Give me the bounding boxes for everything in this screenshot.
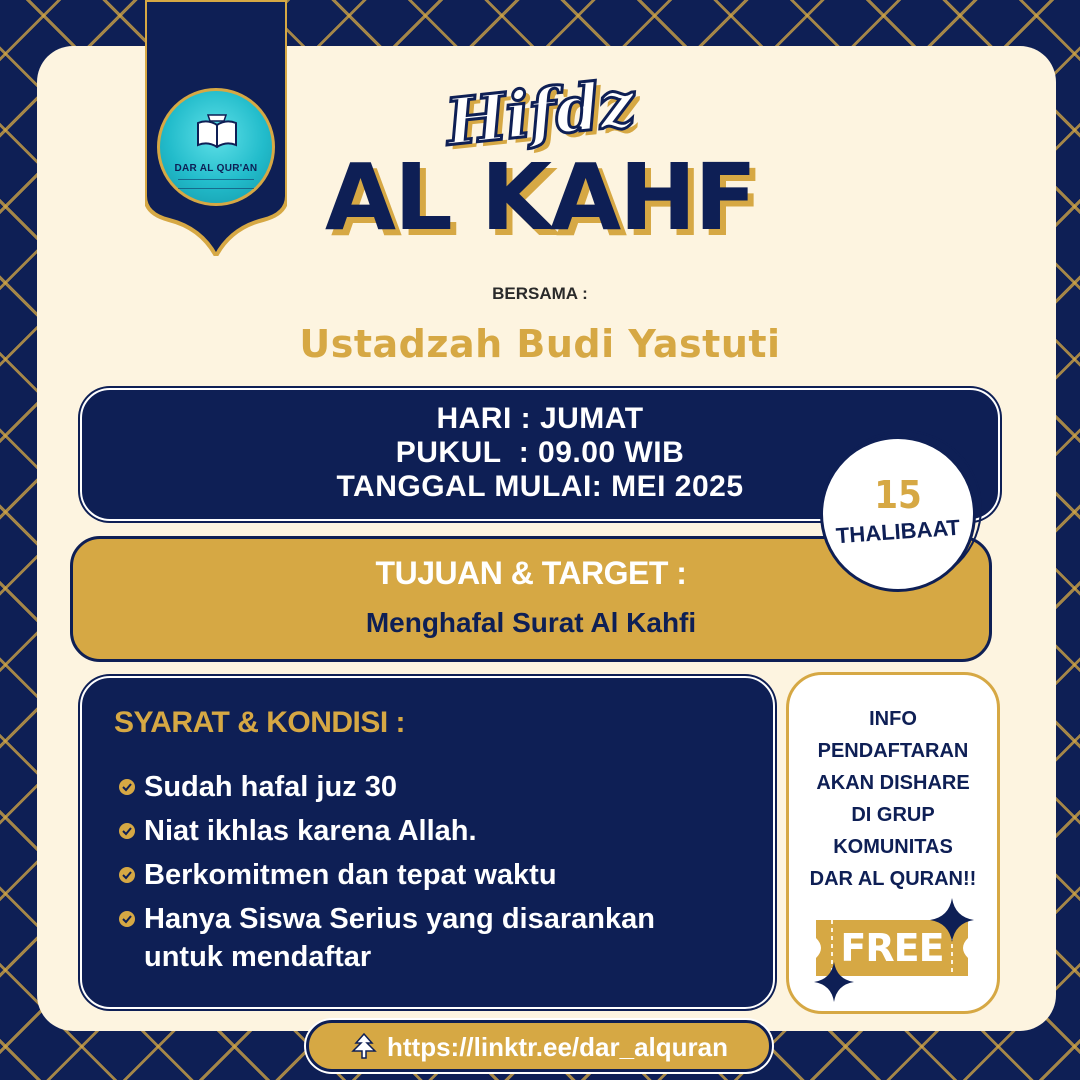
- logo-subtitle-lines: [178, 179, 254, 189]
- check-circle-icon: [118, 778, 136, 796]
- check-circle-icon: [118, 910, 136, 928]
- check-circle-icon: [118, 866, 136, 884]
- info-line: AKAN DISHARE: [816, 772, 970, 794]
- link-bar[interactable]: [306, 1020, 772, 1072]
- linktree-icon: [351, 1033, 377, 1059]
- schedule-day: HARI : JUMAT: [436, 402, 644, 435]
- info-line: PENDAFTARAN: [817, 740, 969, 762]
- terms-item: [116, 856, 736, 894]
- terms-item-text: Sudah hafal juz 30: [144, 771, 397, 803]
- terms-item-text: Niat ikhlas karena Allah.: [144, 815, 477, 847]
- dar-al-quran-logo: [157, 88, 275, 206]
- terms-item: [116, 812, 736, 850]
- info-line: DAR AL QURAN!!: [809, 868, 977, 890]
- info-line: INFO: [869, 708, 917, 730]
- terms-heading: SYARAT & KONDISI :: [114, 706, 406, 739]
- script-title: Hifdz: [442, 66, 638, 161]
- sparkle-icon: [930, 898, 974, 942]
- schedule-time: PUKUL : 09.00 WIB: [395, 436, 685, 469]
- logo-banner: [145, 0, 287, 256]
- terms-item-text: Hanya Siswa Serius yang disarankan untuk mendaftar: [144, 903, 655, 973]
- logo-text: DAR AL QUR'AN: [174, 163, 258, 174]
- goal-text: Menghafal Surat Al Kahfi: [365, 607, 697, 638]
- schedule-start-date: TANGGAL MULAI: MEI 2025: [336, 470, 744, 503]
- free-label: FREE: [840, 926, 944, 970]
- with-label: BERSAMA :: [492, 284, 588, 303]
- link-url[interactable]: https://linktr.ee/dar_alquran: [387, 1032, 728, 1062]
- quota-number: 15: [874, 473, 922, 517]
- terms-item: [116, 768, 736, 806]
- goal-heading: TUJUAN & TARGET :: [375, 555, 687, 591]
- info-line: KOMUNITAS: [833, 836, 953, 858]
- info-line: DI GRUP: [851, 804, 935, 826]
- terms-list: [116, 768, 736, 982]
- terms-item: [116, 900, 736, 976]
- terms-item-text: Berkomitmen dan tepat waktu: [144, 859, 557, 891]
- registration-info-text: [795, 703, 991, 895]
- quota-badge: [820, 436, 976, 592]
- terms-box: [80, 676, 775, 1009]
- teacher-name: Ustadzah Budi Yastuti: [299, 322, 781, 366]
- sparkle-icon: [814, 962, 854, 1002]
- main-title: AL KAHF: [324, 144, 756, 251]
- quota-unit: THALIBAAT: [835, 514, 961, 549]
- open-quran-icon: [194, 111, 240, 157]
- check-circle-icon: [118, 822, 136, 840]
